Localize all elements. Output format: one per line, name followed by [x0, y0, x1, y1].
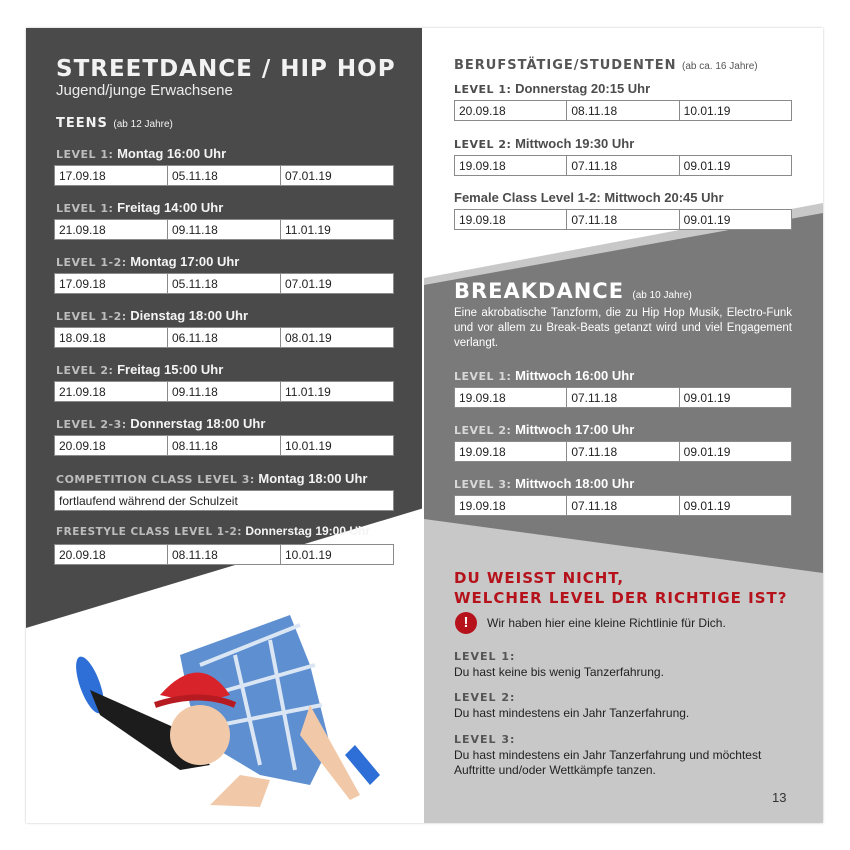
date-row [54, 544, 394, 565]
class-time: Freitag 14:00 Uhr [117, 200, 224, 215]
date-cell: 18.09.18 [55, 328, 168, 347]
freestyle-time: Donnerstag 19:00 Uhr [245, 524, 371, 538]
class-heading [56, 254, 239, 269]
date-cell: 10.01.19 [285, 439, 332, 453]
date-cell: 17.09.18 [55, 166, 168, 185]
class-level: LEVEL 1: [56, 148, 114, 161]
class-heading [454, 81, 650, 96]
date-row [454, 495, 792, 516]
teens-label: TEENS [56, 116, 108, 131]
date-cell: 09.01.19 [683, 391, 731, 405]
class-time: Mittwoch 16:00 Uhr [515, 368, 635, 383]
date-cell: 19.09.18 [455, 388, 567, 407]
class-time: Donnerstag 18:00 Uhr [130, 416, 266, 431]
competition-row [54, 490, 394, 511]
date-row [54, 273, 394, 294]
breakdance-age: (ab 10 Jahre) [632, 290, 692, 301]
date-row [54, 219, 394, 240]
dancer-face [170, 705, 230, 765]
competition-time: Montag 18:00 Uhr [258, 471, 368, 486]
alert-icon: ! [455, 612, 477, 634]
competition-note: fortlaufend während der Schulzeit [59, 494, 238, 508]
date-cell: 08.11.18 [168, 436, 281, 455]
date-cell: 07.11.18 [567, 388, 679, 407]
class-heading [56, 416, 265, 431]
beruf-title: BERUFSTÄTIGE/STUDENTEN [454, 58, 677, 73]
class-level: LEVEL 1-2: [56, 256, 127, 269]
date-cell: 05.11.18 [168, 274, 281, 293]
question-line-2: WELCHER LEVEL DER RICHTIGE IST? [454, 589, 788, 607]
date-cell: 07.11.18 [567, 210, 679, 229]
date-row [54, 165, 394, 186]
class-time: Mittwoch 17:00 Uhr [515, 422, 635, 437]
date-cell: 10.01.19 [285, 548, 332, 562]
date-cell: 11.01.19 [285, 385, 331, 399]
date-cell: 05.11.18 [168, 166, 281, 185]
class-time: Mittwoch 18:00 Uhr [515, 476, 635, 491]
page-divider [422, 28, 424, 823]
date-cell: 19.09.18 [455, 210, 567, 229]
guide-text: Du hast mindestens ein Jahr Tanzerfahrung. [454, 706, 690, 720]
question-line-1: DU WEISST NICHT, [454, 569, 625, 587]
streetdance-title: STREETDANCE / HIP HOP [56, 56, 396, 82]
class-time: Montag 16:00 Uhr [117, 146, 227, 161]
date-cell: 19.09.18 [455, 156, 567, 175]
date-cell: 21.09.18 [55, 220, 168, 239]
class-time: Mittwoch 19:30 Uhr [515, 136, 635, 151]
class-heading [454, 190, 724, 205]
streetdance-subtitle: Jugend/junge Erwachsene [56, 82, 233, 99]
dancer-photo [60, 595, 390, 815]
breakdance-heading [454, 279, 692, 303]
date-row [454, 441, 792, 462]
date-cell: 19.09.18 [455, 442, 567, 461]
level-question-heading [454, 568, 787, 608]
date-cell: 09.01.19 [683, 499, 731, 513]
date-cell: 07.11.18 [567, 156, 679, 175]
date-cell: 19.09.18 [455, 496, 567, 515]
date-row [454, 209, 792, 230]
class-level: LEVEL 1: [454, 83, 512, 96]
date-cell: 20.09.18 [55, 436, 168, 455]
guide-intro: Wir haben hier eine kleine Richtlinie für Dich. [487, 616, 726, 630]
class-level: LEVEL 1: [56, 202, 114, 215]
class-time: Mittwoch 20:45 Uhr [604, 190, 724, 205]
class-level: LEVEL 2: [56, 364, 114, 377]
class-heading [56, 362, 223, 377]
class-time: Dienstag 18:00 Uhr [130, 308, 249, 323]
date-cell: 17.09.18 [55, 274, 168, 293]
date-cell: 07.01.19 [285, 169, 332, 183]
date-cell: 06.11.18 [168, 328, 281, 347]
date-cell: 09.01.19 [683, 213, 731, 227]
date-row [54, 381, 394, 402]
beruf-age: (ab ca. 16 Jahre) [682, 61, 758, 72]
date-cell: 08.11.18 [567, 101, 679, 120]
date-cell: 09.01.19 [683, 159, 731, 173]
teens-heading [56, 116, 173, 131]
dancer-hand [210, 775, 270, 807]
date-cell: 20.09.18 [455, 101, 567, 120]
teens-age: (ab 12 Jahre) [113, 119, 173, 130]
breakdance-description: Eine akrobatische Tanzform, die zu Hip Hop Musik, Electro-Funk und vor allem zu Break-Beats getanzt wird und viel Engagement verlangt. [454, 307, 792, 349]
date-cell: 07.11.18 [567, 442, 679, 461]
freestyle-heading [56, 524, 370, 538]
class-level: LEVEL 2: [454, 424, 512, 437]
date-cell: 11.01.19 [285, 223, 331, 237]
date-row [454, 387, 792, 408]
class-time: Donnerstag 20:15 Uhr [515, 81, 651, 96]
date-row [54, 327, 394, 348]
class-time: Montag 17:00 Uhr [130, 254, 240, 269]
class-heading [56, 146, 226, 161]
class-heading [454, 368, 634, 383]
class-heading [454, 476, 634, 491]
date-row [54, 435, 394, 456]
competition-level: COMPETITION CLASS LEVEL 3: [56, 473, 255, 486]
beruf-heading [454, 58, 758, 73]
guide-text: Du hast mindestens ein Jahr Tanzerfahrung und möchtest Auftritte und/oder Wettkämpfe tanzen. [454, 748, 762, 777]
guide-level: LEVEL 1: [454, 650, 516, 663]
page-number: 13 [772, 790, 787, 805]
class-level: LEVEL 2: [454, 138, 512, 151]
date-cell: 09.01.19 [683, 445, 731, 459]
freestyle-level: FREESTYLE CLASS LEVEL 1-2: [56, 526, 242, 538]
date-cell: 07.01.19 [285, 277, 332, 291]
guide-text: Du hast keine bis wenig Tanzerfahrung. [454, 665, 664, 679]
class-level: LEVEL 1-2: [56, 310, 127, 323]
date-cell: 08.11.18 [168, 545, 281, 564]
competition-heading [56, 471, 367, 486]
class-level: LEVEL 2-3: [56, 418, 127, 431]
date-row [454, 100, 792, 121]
date-cell: 20.09.18 [55, 545, 168, 564]
class-heading [454, 422, 634, 437]
date-cell: 21.09.18 [55, 382, 168, 401]
guide-level: LEVEL 3: [454, 733, 516, 746]
class-time: Freitag 15:00 Uhr [117, 362, 224, 377]
date-cell: 09.11.18 [168, 382, 281, 401]
class-level: LEVEL 3: [454, 478, 512, 491]
class-heading [56, 200, 223, 215]
date-cell: 10.01.19 [683, 104, 731, 118]
date-cell: 07.11.18 [567, 496, 679, 515]
date-cell: 08.01.19 [285, 331, 332, 345]
date-row [454, 155, 792, 176]
guide-level: LEVEL 2: [454, 691, 516, 704]
class-level: LEVEL 1: [454, 370, 512, 383]
date-cell: 09.11.18 [168, 220, 281, 239]
class-heading [454, 136, 634, 151]
class-heading [56, 308, 248, 323]
class-level: Female Class Level 1-2: [454, 190, 601, 205]
breakdance-title: BREAKDANCE [454, 279, 625, 303]
